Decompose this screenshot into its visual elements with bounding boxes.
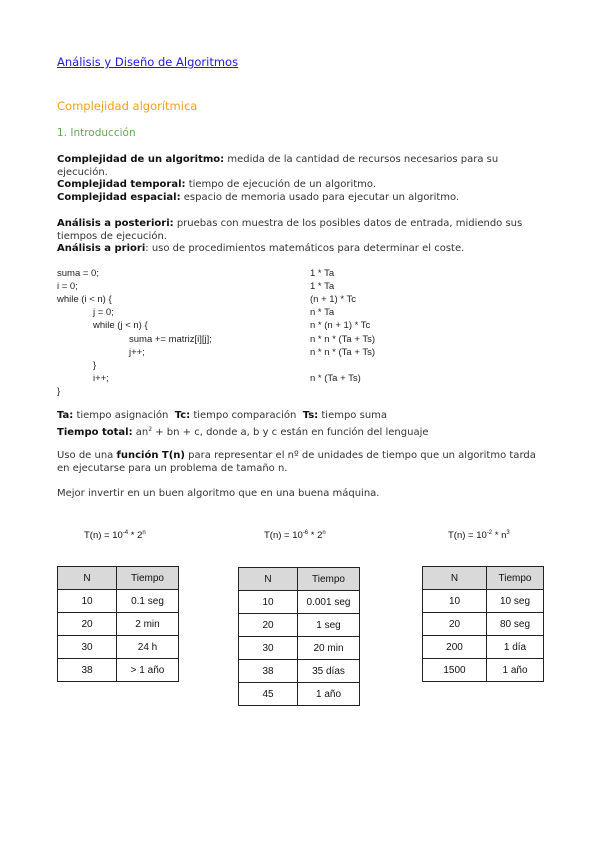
cell-n: 10 (423, 590, 487, 613)
term-ta: Ta: (57, 410, 74, 421)
text-priori: : uso de procedimientos matemáticos para determinar el coste. (145, 243, 465, 254)
header-tiempo: Tiempo (298, 568, 360, 591)
cell-tiempo: 0.001 seg (298, 591, 360, 614)
code-line-3: while (i < n) { (57, 294, 112, 305)
cost-line-5: n * (n + 1) * Tc (310, 320, 371, 331)
table-row (423, 659, 544, 682)
cell-n: 30 (239, 637, 298, 660)
cell-n: 1500 (423, 659, 487, 682)
subsection-heading: 1. Introducción (57, 127, 136, 139)
table-header-row (58, 567, 179, 590)
code-line-10: } (57, 386, 61, 397)
cell-tiempo: 24 h (117, 636, 179, 659)
term-tc: Tc: (174, 410, 191, 421)
cell-n: 30 (58, 636, 117, 659)
table-3 (422, 566, 544, 682)
code-line-8: } (93, 360, 97, 371)
formula-2-exp1: -6 (302, 530, 309, 536)
cell-tiempo: 1 año (487, 659, 544, 682)
mejor-paragraph: Mejor invertir en un buen algoritmo que en una buena máquina. (57, 488, 380, 499)
formula-3-base: T(n) = 10 (448, 530, 487, 541)
formula-1 (84, 530, 146, 541)
header-n: N (58, 567, 117, 590)
text-temporal: tiempo de ejecución de un algoritmo. (185, 179, 377, 190)
formula-3 (448, 530, 510, 541)
def-analisis (57, 218, 537, 256)
header-n: N (239, 568, 298, 591)
formula-2-exp2: n (322, 530, 326, 536)
cell-tiempo: 10 seg (487, 590, 544, 613)
table-row (58, 613, 179, 636)
cell-n: 10 (239, 591, 298, 614)
cell-tiempo: 80 seg (487, 613, 544, 636)
table-row (423, 590, 544, 613)
total-a: an (132, 427, 149, 438)
table-header-row (239, 568, 360, 591)
table-row (239, 637, 360, 660)
term-espacial: Complejidad espacial: (57, 191, 181, 203)
funcion-pre: Uso de una (57, 450, 117, 461)
total-time (57, 424, 429, 440)
table-row (423, 613, 544, 636)
cell-tiempo: 1 año (298, 683, 360, 706)
term-priori: Análisis a priori (57, 243, 146, 254)
code-line-2: i = 0; (57, 281, 78, 292)
formula-2 (264, 530, 326, 541)
def-complejidad (57, 154, 527, 204)
cost-line-9: n * (Ta + Ts) (310, 373, 361, 384)
table-row (58, 590, 179, 613)
cell-n: 20 (423, 613, 487, 636)
table-2 (238, 567, 360, 706)
term-temporal: Complejidad temporal: (57, 179, 186, 190)
text-tc: tiempo comparación (190, 410, 297, 421)
cell-n: 20 (239, 614, 298, 637)
cell-n: 200 (423, 636, 487, 659)
formula-2-mid: * 2 (308, 530, 323, 541)
header-tiempo: Tiempo (487, 567, 544, 590)
code-line-9: i++; (93, 373, 109, 384)
cell-n: 45 (239, 683, 298, 706)
cell-tiempo: > 1 año (117, 659, 179, 682)
header-n: N (423, 567, 487, 590)
formula-1-exp1: -4 (122, 530, 129, 536)
header-tiempo: Tiempo (117, 567, 179, 590)
table-row (239, 591, 360, 614)
formula-2-base: T(n) = 10 (264, 530, 303, 541)
cost-line-3: (n + 1) * Tc (310, 294, 357, 305)
formula-1-base: T(n) = 10 (84, 530, 123, 541)
cell-n: 10 (58, 590, 117, 613)
section-heading: Complejidad algorítmica (57, 99, 198, 113)
document-title[interactable]: Análisis y Diseño de Algoritmos (57, 55, 239, 69)
formula-1-mid: * 2 (128, 530, 143, 541)
text-ta: tiempo asignación (73, 410, 169, 421)
cell-tiempo: 0.1 seg (117, 590, 179, 613)
cost-line-2: 1 * Ta (310, 281, 335, 292)
cell-tiempo: 20 min (298, 637, 360, 660)
formula-1-exp2: n (142, 530, 146, 536)
cost-line-4: n * Ta (310, 307, 335, 318)
code-line-6: suma += matriz[i][j]; (129, 334, 212, 345)
term-posteriori: Análisis a posteriori: (57, 218, 174, 229)
table-row (239, 660, 360, 683)
text-posteriori: pruebas con muestra de los posibles datos de entrada, midiendo sus tiempos de ejecución. (57, 218, 523, 242)
cost-line-1: 1 * Ta (310, 268, 335, 279)
cell-n: 20 (58, 613, 117, 636)
table-header-row (423, 567, 544, 590)
cost-line-6: n * n * (Ta + Ts) (310, 334, 376, 345)
table-row (423, 636, 544, 659)
cell-tiempo: 1 seg (298, 614, 360, 637)
table-row (239, 614, 360, 637)
total-b: + bn + c, donde a, b y c están en función del lenguaje (152, 427, 429, 438)
text-complejidad: medida de la cantidad de recursos necesarios para su ejecución. (57, 154, 499, 178)
formula-3-mid: * n (492, 530, 507, 541)
formula-3-exp2: 3 (506, 530, 510, 536)
term-complejidad: Complejidad de un algoritmo: (57, 154, 225, 165)
cell-n: 38 (239, 660, 298, 683)
code-line-5: while (j < n) { (93, 320, 148, 331)
table-row (239, 683, 360, 706)
text-espacial: espacio de memoria usado para ejecutar un algoritmo. (180, 191, 460, 203)
funcion-term: función T(n) (116, 450, 185, 461)
code-line-1: suma = 0; (57, 268, 99, 279)
term-total: Tiempo total: (57, 427, 133, 438)
cell-n: 38 (58, 659, 117, 682)
term-ts: Ts: (302, 410, 319, 421)
table-row (58, 659, 179, 682)
funcion-paragraph (57, 450, 537, 475)
cell-tiempo: 35 días (298, 660, 360, 683)
total-sup: 2 (148, 426, 153, 433)
formula-3-exp1: -2 (486, 530, 493, 536)
cell-tiempo: 1 día (487, 636, 544, 659)
time-legend (57, 410, 387, 423)
cell-tiempo: 2 min (117, 613, 179, 636)
funcion-post: para representar el nº de unidades de tiempo que un algoritmo tarda en ejecutarse para un problema de tamaño n. (57, 450, 536, 474)
code-line-4: j = 0; (93, 307, 114, 318)
cost-line-7: n * n * (Ta + Ts) (310, 347, 376, 358)
table-row (58, 636, 179, 659)
table-1 (57, 566, 179, 682)
code-line-7: j++; (129, 347, 145, 358)
text-ts: tiempo suma (318, 410, 388, 421)
